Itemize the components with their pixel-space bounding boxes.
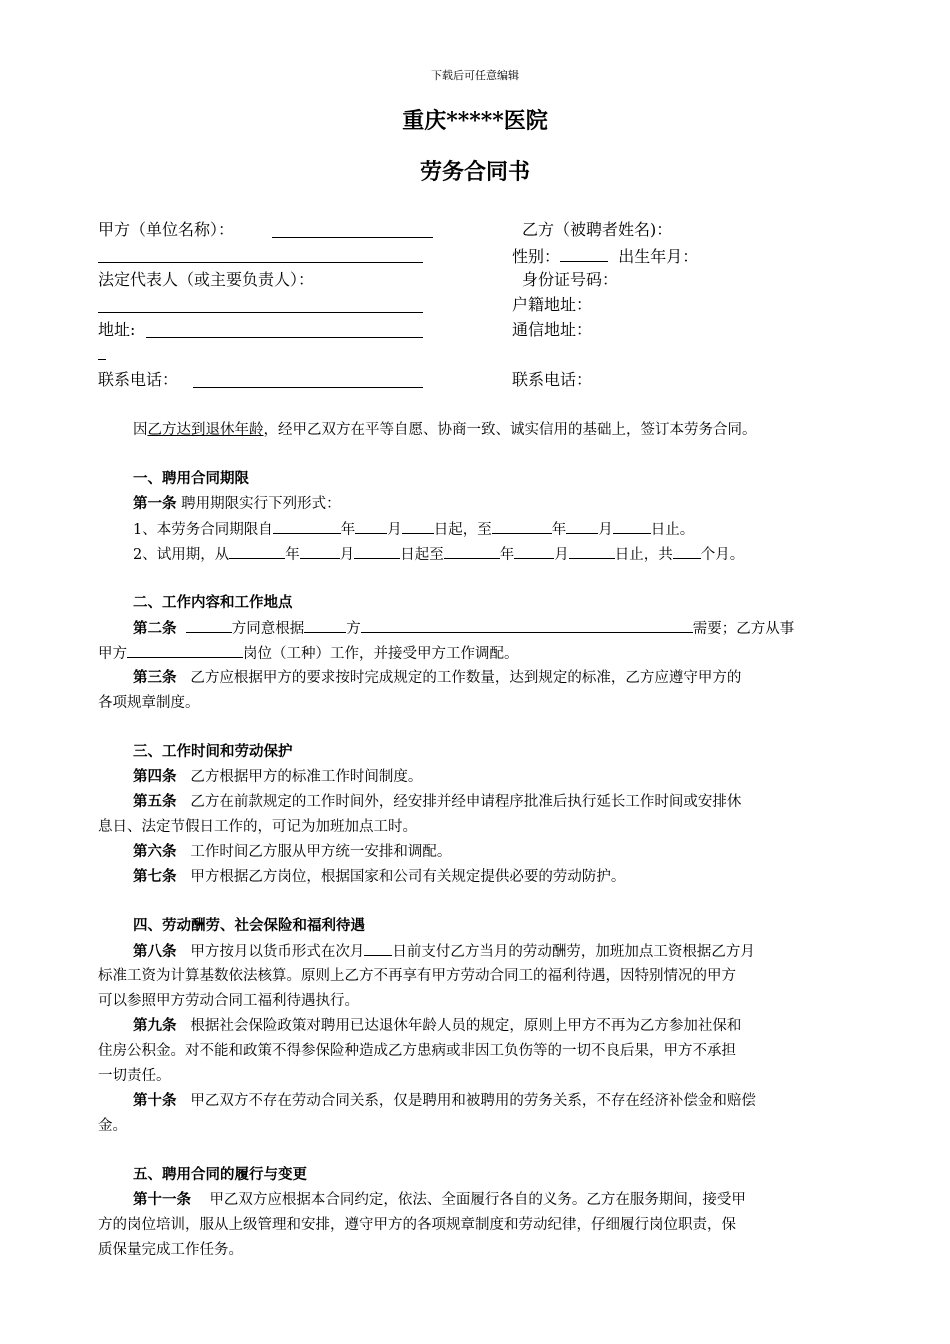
clause-2-party2-field[interactable] (304, 618, 346, 633)
clause-11-line-1 (133, 1190, 850, 1210)
clause-2-line-2 (98, 643, 850, 664)
intro-paragraph (133, 420, 885, 440)
start-day-field[interactable] (402, 519, 434, 534)
party-b-name-label: 乙方（被聘者姓名)： (522, 220, 673, 239)
clause-11-line-3: 质保量完成工作任务。 (98, 1242, 243, 1258)
pay-day-field[interactable] (364, 941, 392, 956)
party-b-id-label: 身份证号码： (522, 270, 619, 289)
item1-c: 月 (387, 522, 402, 538)
trial-start-year-field[interactable] (229, 544, 285, 559)
item1-a: 1、本劳务合同期限自 (133, 522, 273, 538)
item1-b: 年 (340, 522, 356, 538)
trial-end-month-field[interactable] (514, 544, 554, 559)
clause-1-text: 聘用期限实行下列形式： (181, 496, 341, 512)
clause-2-d: 甲方 (98, 646, 127, 662)
item1-d: 日起，至 (433, 522, 492, 538)
party-a-rep-field[interactable] (98, 312, 423, 313)
clause-9-label: 第九条 (133, 1017, 177, 1034)
clause-8-line-3: 可以参照甲方劳动合同工福利待遇执行。 (98, 993, 359, 1009)
party-b-mail-label: 通信地址： (512, 320, 593, 339)
section-5-heading: 五、聘用合同的履行与变更 (133, 1166, 307, 1183)
section-3-heading: 三、工作时间和劳动保护 (133, 743, 293, 760)
clause-6-text: 工作时间乙方服从甲方统一安排和调配。 (190, 844, 452, 860)
clause-2-e: 岗位（工种）工作，并接受甲方工作调配。 (243, 646, 519, 662)
item1-f: 月 (598, 522, 613, 538)
clause-9-text-1: 根据社会保险政策对聘用已达退休年龄人员的规定，原则上甲方不再为乙方参加社保和 (190, 1018, 742, 1034)
party-b-household-label: 户籍地址： (512, 295, 593, 314)
contract-title: 劳务合同书 (419, 159, 530, 185)
hospital-title: 重庆*****医院 (402, 108, 548, 134)
clause-7-text: 甲方根据乙方岗位，根据国家和公司有关规定提供必要的劳动防护。 (190, 869, 626, 885)
party-a-name-row (98, 220, 234, 240)
clause-9-line-1 (133, 1016, 850, 1036)
clause-2-need-field[interactable] (361, 618, 693, 633)
clause-2-post-field[interactable] (127, 643, 243, 658)
section-1-heading: 一、聘用合同期限 (133, 470, 249, 487)
trial-months-field[interactable] (673, 544, 701, 559)
end-month-field[interactable] (566, 519, 598, 534)
clause-6-label: 第六条 (133, 843, 177, 860)
party-a-name-field-cont[interactable] (98, 262, 423, 263)
clause-9-line-3: 一切责任。 (98, 1068, 171, 1084)
clause-5-label: 第五条 (133, 793, 177, 810)
clause-10-label: 第十条 (133, 1092, 177, 1109)
clause-9-line-2: 住房公积金。对不能和政策不得参保险种造成乙方患病或非因工负伤等的一切不良后果，甲方不承担 (98, 1043, 736, 1059)
item2-e: 年 (499, 547, 515, 563)
item2-d: 日起至 (400, 547, 444, 563)
clause-8-line-2: 标准工资为计算基数依法核算。原则上乙方不再享有甲方劳动合同工的福利待遇，因特别情况的甲方 (98, 968, 736, 984)
clause-8-label: 第八条 (133, 943, 177, 960)
clause-5-text-1: 乙方在前款规定的工作时间外，经安排并经申请程序批准后执行延长工作时间或安排休 (190, 794, 742, 810)
section-2-heading: 二、工作内容和工作地点 (133, 594, 293, 611)
item1-g: 日止。 (650, 522, 695, 538)
clause-5-line-1 (133, 792, 850, 812)
clause-2-party-field[interactable] (186, 618, 232, 633)
clause-11-line-2: 方的岗位培训，服从上级管理和安排，遵守甲方的各项规章制度和劳动纪律，仔细履行岗位职责，保 (98, 1217, 736, 1233)
clause-1-item-1 (133, 519, 885, 540)
clause-4 (133, 767, 885, 787)
start-month-field[interactable] (355, 519, 387, 534)
party-a-address-field[interactable] (146, 337, 423, 338)
item2-a: 2、试用期，从 (133, 547, 230, 563)
party-a-phone-row (98, 370, 178, 390)
clause-1-label: 第一条 (133, 495, 177, 512)
party-a-rep-row (98, 270, 314, 290)
party-a-rep-label: 法定代表人（或主要负责人）： (98, 270, 315, 289)
party-b-gender-row (512, 245, 698, 267)
trial-start-day-field[interactable] (354, 544, 400, 559)
clause-1 (133, 494, 885, 514)
clause-3-text-1: 乙方应根据甲方的要求按时完成规定的工作数量，达到规定的标准，乙方应遵守甲方的 (190, 670, 742, 686)
item2-f: 月 (554, 547, 569, 563)
clause-2-line-1 (133, 618, 850, 639)
party-a-name-field[interactable] (272, 237, 433, 238)
trial-end-year-field[interactable] (444, 544, 500, 559)
intro-underlined: 乙方达到退休年龄 (147, 422, 264, 438)
clause-4-label: 第四条 (133, 768, 177, 785)
party-a-address-row (98, 320, 135, 340)
header-note: 下载后可任意编辑 (431, 69, 519, 82)
clause-3-label: 第三条 (133, 669, 177, 686)
trial-start-month-field[interactable] (300, 544, 340, 559)
section-4-heading: 四、劳动酬劳、社会保险和福利待遇 (133, 917, 365, 934)
clause-8-b: 日前支付乙方当月的劳动酬劳，加班加点工资根据乙方月 (392, 944, 755, 960)
clause-11-text-1: 甲乙双方应根据本合同约定，依法、全面履行各自的义务。乙方在服务期间，接受甲 (209, 1192, 746, 1208)
start-year-field[interactable] (273, 519, 341, 534)
party-b-phone-label: 联系电话： (512, 370, 593, 389)
party-a-phone-label: 联系电话： (98, 370, 179, 389)
item2-b: 年 (285, 547, 300, 563)
clause-10-text-1: 甲乙双方不存在劳动合同关系，仅是聘用和被聘用的劳务关系，不存在经济补偿金和赔偿 (190, 1093, 756, 1109)
end-year-field[interactable] (492, 519, 552, 534)
clause-2-label: 第二条 (133, 620, 177, 637)
clause-2-a: 方同意根据 (231, 621, 305, 637)
item2-c: 月 (339, 547, 355, 563)
clause-2-c: 需要；乙方从事 (692, 621, 795, 637)
clause-4-text: 乙方根据甲方的标准工作时间制度。 (190, 769, 423, 785)
item2-g: 日止，共 (614, 547, 673, 563)
clause-11-label: 第十一条 (133, 1191, 191, 1208)
intro-rest: ，经甲乙双方在平等自愿、协商一致、诚实信用的基础上，签订本劳务合同。 (263, 422, 757, 438)
party-b-gender-label: 性别： (512, 247, 561, 266)
party-a-address-field-cont[interactable] (98, 359, 106, 360)
clause-10-line-1 (133, 1091, 850, 1111)
party-a-name-label: 甲方（单位名称）： (98, 220, 235, 239)
trial-end-day-field[interactable] (569, 544, 615, 559)
party-a-address-label: 地址: (98, 320, 136, 339)
clause-8-line-1 (133, 941, 850, 962)
clause-6 (133, 842, 885, 862)
clause-1-item-2 (133, 544, 885, 565)
clause-10-line-2: 金。 (98, 1118, 127, 1134)
party-b-birth-label: 出生年月： (618, 247, 699, 266)
item2-h: 个月。 (700, 547, 745, 563)
party-b-gender-field[interactable] (560, 245, 608, 262)
clause-8-a: 甲方按月以货币形式在次月 (190, 944, 365, 960)
party-a-phone-field[interactable] (193, 387, 423, 388)
clause-3-line-1 (133, 668, 850, 688)
clause-5-line-2: 息日、法定节假日工作的，可记为加班加点工时。 (98, 819, 417, 835)
clause-3-line-2: 各项规章制度。 (98, 695, 200, 711)
clause-2-b: 方 (346, 621, 361, 637)
clause-7-label: 第七条 (133, 868, 177, 885)
intro-prefix: 因 (133, 422, 148, 438)
end-day-field[interactable] (613, 519, 651, 534)
item1-e: 年 (551, 522, 567, 538)
clause-7 (133, 867, 885, 887)
